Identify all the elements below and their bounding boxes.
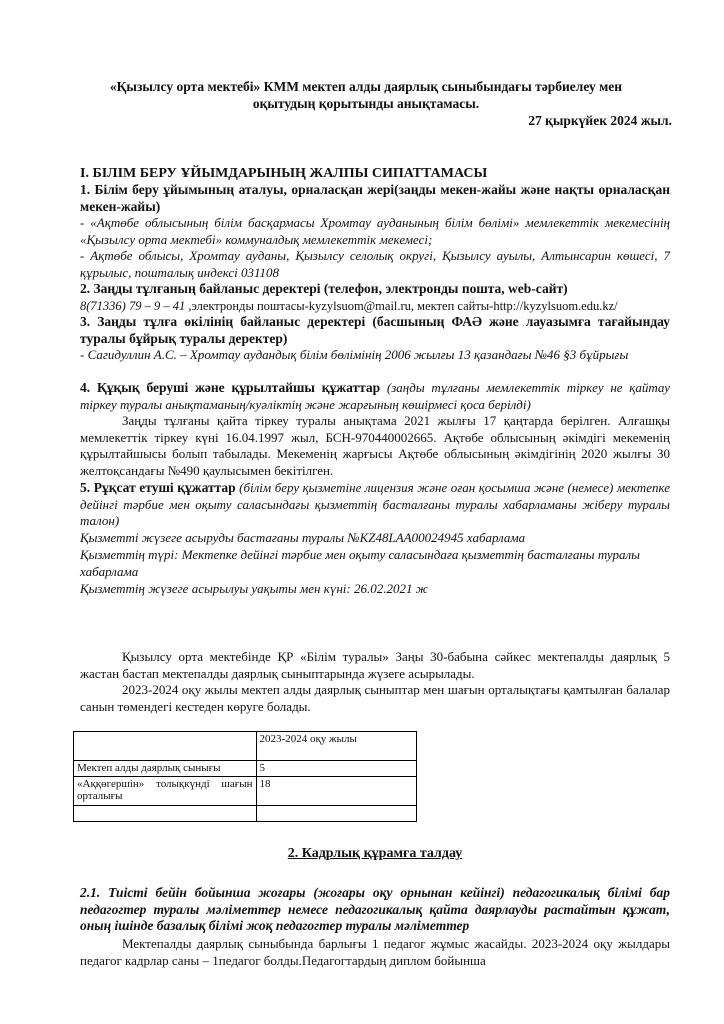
section2-subtitle: 2.1. Тиісті бейін бойынша жоғары (жоғары оқу орнынан кейінгі) педагогикалық білімі бар педагогтер туралы мәліметтер немесе педагогикалық қайта даярлауды растайтын құжат, оның ішінде базалық білімі жоқ педагогтер туралы мәліметтер bbox=[80, 885, 670, 934]
table-row bbox=[74, 776, 417, 805]
section2-heading: 2. Кадрлық құрамға талдау bbox=[287, 846, 463, 861]
item3-text: - Сагидуллин А.С. – Хромтау аудандық білім бөлімінің 2006 жылғы 13 қазандағы №46 §3 бұйрығы bbox=[80, 347, 629, 362]
table-cell bbox=[256, 805, 416, 821]
item4-note: (заңды тұлғаны мемлекеттік тіркеу не қайтау тіркеу туралы анықтаманың/куәліктің және жарғының көшірмесі қоса берілді) bbox=[80, 380, 671, 412]
item1-text-b: - Ақтөбе облысы, Хромтау ауданы, Қызылсу селолық округі, Қызылсу ауылы, Алтынсарин көшесі, 7 құрылыс, пошталық индексі 031108 bbox=[80, 248, 670, 280]
document-title-line2: оқытудың қорытынды анықтамасы. bbox=[252, 96, 480, 111]
document-title-line1: «Қызылсу орта мектебі» КММ мектеп алды даярлық сыныбындағы тәрбиелеу мен bbox=[109, 79, 623, 94]
section2-text: Мектепалды даярлық сыныбында барлығы 1 педагог жұмыс жасайды. 2023-2024 оқу жылдары педагог кадрлар саны – 1педагог болды.Педагогтардың диплом бойынша bbox=[80, 936, 670, 968]
item4-text: Заңды тұлғаны қайта тіркеу туралы анықтама 2021 жылғы 17 қаңтарда берілген. Алғашқы мемлекеттік тіркеу күні 16.04.1997 жыл, БСН-970440002665. Ақтөбе облысының әкімдігі мекеменің құрылтайшысы болып табылады. Мекеменің жарғысы Ақтөбе облысының әкімдігінің 2020 жылғы 30 желтоқсандағы №490 қаулысымен бекітілген. bbox=[80, 413, 670, 478]
item1-text-a: - «Ақтөбе облысының білім басқармасы Хромтау ауданының білім бөлімі» мемлекеттік мекемесінің «Қызылсу орта мектебі» коммуналдық мемлекеттік мекемесі; bbox=[80, 215, 670, 247]
item2-phone: 8(71336) 79 – 9 – 41 bbox=[80, 299, 186, 313]
item4-title: 4. Құқық беруші және құрылтайшы құжаттар bbox=[80, 380, 381, 395]
table-header-row bbox=[74, 732, 417, 761]
item5-title: 5. Рұқсат етуші құжаттар bbox=[80, 480, 236, 495]
item3-title: 3. Заңды тұлға өкілінің байланыс деректері (басшының ФАӘ және лауазымға тағайындау туралы бұйрық туралы деректер) bbox=[80, 314, 670, 346]
item2-email-site: ,электронды поштасы-kyzylsuom@mail.ru, мектеп сайты-http://kyzylsuom.edu.kz/ bbox=[185, 299, 618, 313]
body-paragraph-2: 2023-2024 оқу жылы мектеп алды даярлық сыныптар мен шағын орталықтағы қамтылған балалар санын төмендегі кестеден көруге болады. bbox=[80, 682, 670, 714]
item2-title: 2. Заңды тұлғаның байланыс деректері (телефон, электронды пошта, web-сайт) bbox=[80, 281, 568, 296]
item2-contacts bbox=[80, 298, 670, 315]
table-cell: 18 bbox=[256, 776, 416, 805]
item5-line2: Қызметтің түрі: Мектепке дейінгі тәрбие мен оқыту саласындаға қызметтің басталғаны туралы хабарлама bbox=[80, 547, 640, 579]
item1-title: 1. Білім беру ұйымының аталуы, орналасқан жері(заңды мекен-жайы және нақты орналасқан мекен-жайы) bbox=[80, 182, 670, 214]
body-paragraph-1: Қызылсу орта мектебінде ҚР «Білім туралы» Заңы 30-бабына сәйкес мектепалды даярлық 5 жастан бастап мектепалды даярлық сыныптарында жүзеге асырылады. bbox=[80, 649, 670, 681]
table-cell: Мектеп алды даярлық сынығы bbox=[74, 761, 257, 777]
children-count-table bbox=[73, 731, 417, 822]
table-cell: 5 bbox=[256, 761, 416, 777]
table-cell bbox=[74, 805, 257, 821]
item5-line1: Қызметті жүзеге асыруды бастағаны туралы №KZ48LAA00024945 хабарлама bbox=[80, 530, 526, 545]
item4-heading bbox=[80, 380, 670, 413]
item5-note: (білім беру қызметіне лицензия және оған қосымша және (немесе) мектепке дейінгі тәрбие мен оқыту саласындағы қызметтің басталғаны туралы хабарламаны жіберу туралы талон) bbox=[80, 480, 670, 529]
item5-line3: Қызметтің жүзеге асырылуы уақыты мен күні: 26.02.2021 ж bbox=[80, 581, 428, 596]
table-cell: «Аққөгершін» толықкүнді шағын орталығы bbox=[74, 776, 257, 805]
table-header-cell: 2023-2024 оқу жылы bbox=[256, 732, 416, 761]
item5-heading bbox=[80, 480, 670, 530]
document-date: 27 қыркүйек 2024 жыл. bbox=[528, 113, 672, 128]
table-row bbox=[74, 805, 417, 821]
table-header-cell bbox=[74, 732, 257, 761]
table-row bbox=[74, 761, 417, 777]
section1-heading: I. БІЛІМ БЕРУ ҰЙЫМДАРЫНЫҢ ЖАЛПЫ СИПАТТАМАСЫ bbox=[80, 166, 488, 181]
